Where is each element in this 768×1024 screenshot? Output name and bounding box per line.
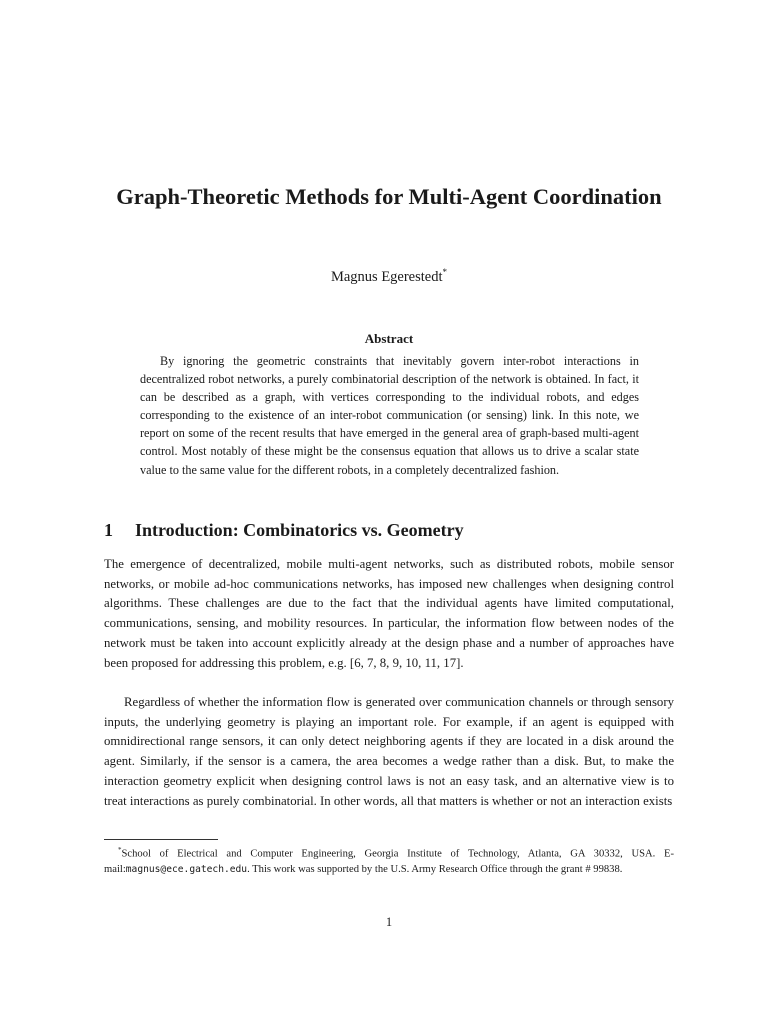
- abstract-heading: Abstract: [364, 331, 414, 346]
- footnote-mark: *: [118, 846, 122, 854]
- body-paragraph-1: The emergence of decentralized, mobile multi-agent networks, such as distributed robots, mobile sensor networks, or mobile ad-hoc communications networks, has imposed new challenges when designing control algorithms. These challenges are due to the fact that the individual agents have limited computational, communications, sensing, and mobility resources. In particular, the information flow between nodes of the network must be taken into account explicitly already at the design phase and a number of approaches have been proposed for addressing this problem, e.g. [6, 7, 8, 9, 10, 11, 17].: [104, 557, 674, 670]
- footnote: [104, 843, 674, 878]
- paper-title: Graph-Theoretic Methods for Multi-Agent Coordination: [116, 184, 662, 209]
- footnote-email: magnus@ece.gatech.edu: [125, 864, 248, 876]
- abstract-text: By ignoring the geometric constraints that inevitably govern inter-robot interactions in decentralized robot networks, a purely combinatorial description of the network is obtained. In fact, it can be described as a graph, with vertices corresponding to the individual robots, and edges corresponding to the existence of an inter-robot communication (or sensing) link. In this note, we report on some of the recent results that have emerged in the general area of graph-based multi-agent control. Most notably of these might be the consensus equation that allows us to drive a scalar state value to the same value for the different robots, in a completely decentralized fashion.: [140, 354, 639, 477]
- page-number: 1: [385, 915, 393, 929]
- footnote-affiliation: School of Electrical and Computer Engineering, Georgia Institute of Technology, Atlanta, GA 30332, USA. E-mail:: [104, 848, 674, 876]
- body-paragraph-2: Regardless of whether the information flow is generated over communication channels or through sensory inputs, the underlying geometry is playing an important role. For example, if an agent is equipped with omnidirectional range sensors, it can only detect neighboring agents if they are located in a disk around the agent. Similarly, if the sensor is a camera, the area becomes a wedge rather than a disk. But, to make the interaction geometry explicit when designing control laws is not an easy task, and an alternative view is to treat interactions as purely combinatorial. In other words, all that matters is whether or not an interaction exists: [104, 695, 674, 808]
- author-name: Magnus Egerestedt: [330, 268, 443, 285]
- section-heading: [104, 518, 674, 542]
- section-title: Introduction: Combinatorics vs. Geometry: [135, 520, 464, 540]
- section-number: 1: [104, 520, 113, 540]
- footnote-funding: . This work was supported by the U.S. Army Research Office through the grant # 99838.: [247, 864, 623, 876]
- author-footnote-mark: *: [442, 267, 448, 277]
- footnote-divider: [104, 839, 218, 840]
- author-line: [104, 262, 674, 287]
